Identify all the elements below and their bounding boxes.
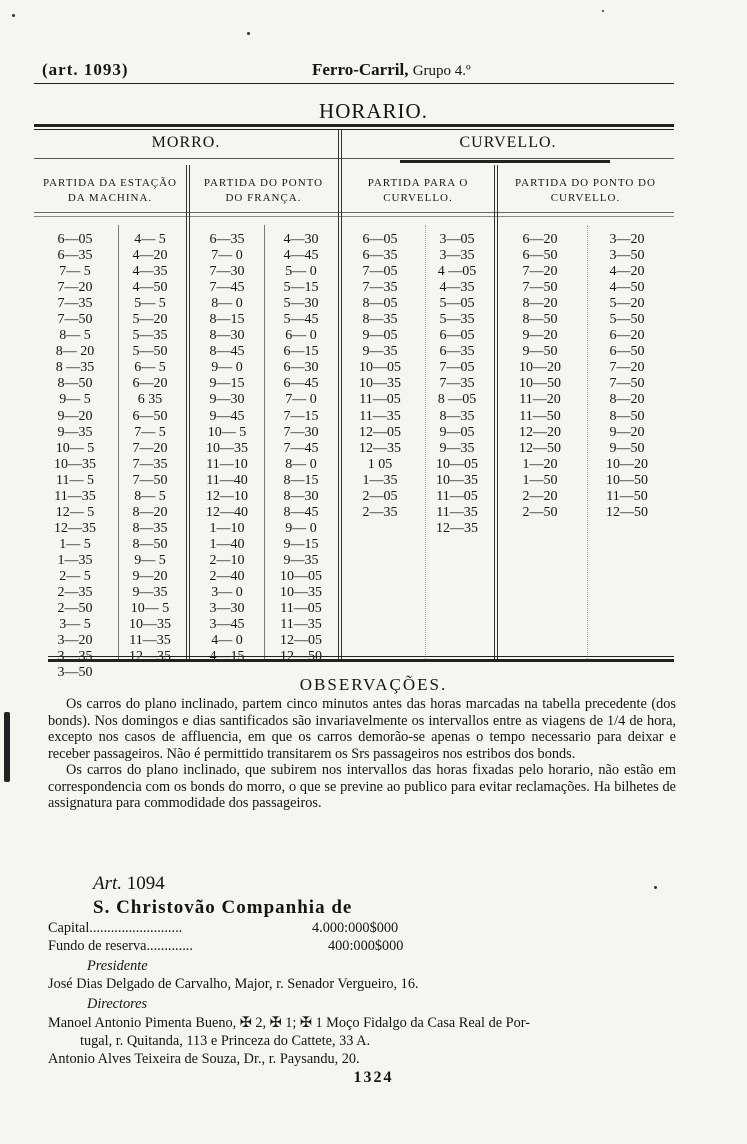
time-entry: 9—15 — [283, 536, 319, 552]
time-entry: 4— 0 — [211, 633, 243, 649]
observations-title: OBSERVAÇÕES. — [299, 675, 448, 694]
time-entry: 10— 5 — [130, 601, 170, 617]
time-entry: 12—05 — [359, 424, 401, 440]
time-entry: 8—05 — [362, 296, 398, 312]
curvello-point-header: PARTIDA DO PONTO DO CURVELLO. — [515, 177, 656, 204]
time-entry: 6—50 — [132, 408, 168, 424]
time-entry: 6—35 — [57, 248, 93, 264]
time-entry: 7—20 — [609, 360, 645, 376]
morro-section-label: MORRO. — [151, 134, 221, 151]
time-entry: 3—50 — [609, 248, 645, 264]
time-entry: 5— 0 — [285, 264, 317, 280]
time-entry: 6 35 — [137, 392, 163, 408]
article-heading: Art. 1094 — [93, 873, 165, 894]
time-entry: 11—20 — [519, 392, 561, 408]
scan-speck — [654, 886, 657, 889]
time-entry: 10—35 — [436, 472, 478, 488]
curvello-point-times-a — [505, 232, 575, 521]
time-entry: 8—35 — [439, 408, 475, 424]
time-entry: 9—35 — [362, 344, 398, 360]
time-entry: 6—35 — [439, 344, 475, 360]
time-entry: 5—20 — [609, 296, 645, 312]
time-entry: 6—50 — [609, 344, 645, 360]
time-entry: 4—45 — [283, 248, 319, 264]
time-entry: 9—20 — [57, 408, 93, 424]
time-entry: 2— 5 — [59, 568, 91, 584]
header-bottom-rule — [34, 212, 674, 213]
group-label: Grupo 4.º — [412, 63, 471, 79]
time-entry: 12—05 — [280, 633, 322, 649]
time-entry: 3—20 — [609, 232, 645, 247]
curvello-point-times-b — [592, 232, 662, 521]
time-entry: 5—30 — [283, 296, 319, 312]
time-entry: 4 —05 — [437, 264, 477, 280]
time-entry: 8—45 — [283, 504, 319, 520]
column-divider — [186, 165, 187, 659]
time-entry: 10—05 — [436, 456, 478, 472]
morro-franca-times-a — [192, 232, 262, 665]
morro-station-times-a — [40, 232, 110, 681]
time-entry: 12—35 — [54, 520, 96, 536]
director-entry-line-1: Manoel Antonio Pimenta Bueno, ✠ 2, ✠ 1; ✠ 1 Moço Fidalgo da Casa Real de Por- — [48, 1015, 530, 1031]
time-entry: 1—20 — [522, 456, 558, 472]
time-entry: 10— 5 — [55, 440, 95, 456]
time-entry: 9—50 — [609, 440, 645, 456]
time-entry: 9—20 — [609, 424, 645, 440]
director-entry-2: Antonio Alves Teixeira de Souza, Dr., r. Paysandu, 20. — [48, 1051, 360, 1067]
time-entry: 1 05 — [367, 456, 393, 472]
time-entry: 2—10 — [209, 552, 245, 568]
time-entry: 7—50 — [132, 472, 168, 488]
time-entry: 8—15 — [209, 312, 245, 328]
table-top-rule-thin — [34, 129, 674, 130]
time-entry: 3— 0 — [211, 585, 243, 601]
time-entry: 12— 5 — [55, 504, 95, 520]
time-entry: 5—35 — [439, 312, 475, 328]
time-entry: 11—35 — [359, 408, 401, 424]
time-entry: 8— 0 — [211, 296, 243, 312]
time-entry: 3—45 — [209, 617, 245, 633]
time-entry: 2—05 — [362, 488, 398, 504]
time-entry: 2—35 — [362, 504, 398, 520]
time-entry: 10—05 — [359, 360, 401, 376]
time-entry: 10—20 — [519, 360, 561, 376]
section-rule — [34, 158, 674, 159]
time-entry: 8—15 — [283, 472, 319, 488]
time-entry: 11—05 — [280, 601, 322, 617]
capital-label: Capital.......................... — [48, 920, 183, 936]
time-entry: 6—30 — [283, 360, 319, 376]
time-entry: 5—45 — [283, 312, 319, 328]
scan-speck — [247, 32, 250, 35]
time-entry: 11—50 — [519, 408, 561, 424]
time-entry: 7—50 — [522, 280, 558, 296]
time-entry: 2—50 — [57, 601, 93, 617]
morro-station-times-b — [115, 232, 185, 665]
time-entry: 7—20 — [57, 280, 93, 296]
time-entry: 1—40 — [209, 536, 245, 552]
time-entry: 8—20 — [609, 392, 645, 408]
time-entry: 7—35 — [132, 456, 168, 472]
time-entry: 3—20 — [57, 633, 93, 649]
time-entry: 6—35 — [362, 248, 398, 264]
time-entry: 8— 5 — [59, 328, 91, 344]
time-entry: 9—05 — [439, 424, 475, 440]
time-entry: 2—35 — [57, 585, 93, 601]
time-entry: 6—15 — [283, 344, 319, 360]
time-entry: 5—50 — [132, 344, 168, 360]
time-entry: 7—30 — [209, 264, 245, 280]
section-rule-accent — [400, 160, 610, 163]
time-entry: 11—05 — [359, 392, 401, 408]
time-entry: 7—50 — [57, 312, 93, 328]
time-entry: 3—35 — [439, 248, 475, 264]
time-entry: 2—40 — [209, 568, 245, 584]
time-entry: 6—50 — [522, 248, 558, 264]
time-entry: 4—30 — [283, 232, 319, 247]
table-top-rule-thick — [34, 124, 674, 127]
time-entry: 2—50 — [522, 504, 558, 520]
time-entry: 1—35 — [362, 472, 398, 488]
directors-role: Directores — [87, 996, 148, 1012]
time-entry: 4—20 — [132, 248, 168, 264]
time-entry: 5— 5 — [134, 296, 166, 312]
column-divider — [497, 165, 498, 659]
time-entry: 11—05 — [436, 488, 478, 504]
subcolumn-divider — [587, 225, 588, 659]
time-entry: 7—35 — [362, 280, 398, 296]
time-entry: 4—20 — [609, 264, 645, 280]
time-entry: 4—35 — [439, 280, 475, 296]
curvello-departure-times-b — [422, 232, 492, 537]
time-entry: 3—05 — [439, 232, 475, 247]
time-entry: 9— 5 — [134, 552, 166, 568]
morro-station-header: PARTIDA DA ESTAÇÃO DA MACHINA. — [42, 177, 177, 204]
time-entry: 6— 5 — [134, 360, 166, 376]
time-entry: 1—10 — [209, 520, 245, 536]
time-entry: 6— 0 — [285, 328, 317, 344]
time-entry: 7—15 — [283, 408, 319, 424]
time-entry: 3—50 — [57, 665, 93, 681]
time-entry: 9—20 — [132, 568, 168, 584]
time-entry: 9—30 — [209, 392, 245, 408]
time-entry: 4— 5 — [134, 232, 166, 247]
time-entry: 1—35 — [57, 552, 93, 568]
curvello-departure-header: PARTIDA PARA O CURVELLO. — [367, 177, 469, 204]
curvello-departure-times-a — [345, 232, 415, 521]
time-entry: 9—35 — [283, 552, 319, 568]
time-entry: 7—35 — [439, 376, 475, 392]
observations-paragraph-1: Os carros do plano inclinado, partem cinco minutos antes das horas marcadas na tabella precedente (dos bonds). Nos domingos e dias santificados são invariavelmente os intervallos entre as viagens de 1/4 de hora, excepto nos casos de affluencia, em que os carros demorão-se apenas o tempo necessario para deixar e receber passageiros. Não é permittido transitarem os Srs passageiros nos estribos dos bonds. — [48, 696, 676, 762]
time-entry: 8 —05 — [437, 392, 477, 408]
time-entry: 5—50 — [609, 312, 645, 328]
time-entry: 9—15 — [209, 376, 245, 392]
observations-text — [48, 696, 676, 812]
time-entry: 6—05 — [439, 328, 475, 344]
time-entry: 10—35 — [54, 456, 96, 472]
time-entry: 6—05 — [57, 232, 93, 247]
time-entry: 8—45 — [209, 344, 245, 360]
time-entry: 7—05 — [362, 264, 398, 280]
time-entry: 5—20 — [132, 312, 168, 328]
time-entry: 8—50 — [609, 408, 645, 424]
time-entry: 12—35 — [436, 520, 478, 536]
time-entry: 9—35 — [57, 424, 93, 440]
time-entry: 12—20 — [519, 424, 561, 440]
time-entry: 11—35 — [54, 488, 96, 504]
time-entry: 9—45 — [209, 408, 245, 424]
time-entry: 1—50 — [522, 472, 558, 488]
time-entry: 11—10 — [206, 456, 248, 472]
subcolumn-divider — [264, 225, 265, 659]
time-entry: 7—20 — [132, 440, 168, 456]
time-entry: 8—30 — [209, 328, 245, 344]
time-entry: 10—35 — [280, 585, 322, 601]
time-entry: 6—20 — [609, 328, 645, 344]
time-entry: 8—20 — [522, 296, 558, 312]
curvello-section-label: CURVELLO. — [459, 134, 557, 151]
capital-value: 4.000:000$000 — [312, 920, 399, 936]
time-entry: 7—05 — [439, 360, 475, 376]
time-entry — [192, 649, 262, 665]
time-entry: 7—30 — [283, 424, 319, 440]
time-entry: 11—35 — [129, 633, 171, 649]
time-entry: 5—35 — [132, 328, 168, 344]
time-entry: 6—35 — [209, 232, 245, 247]
time-entry: 12—35 — [359, 440, 401, 456]
time-entry: 7—20 — [522, 264, 558, 280]
time-entry: 9—50 — [522, 344, 558, 360]
time-entry — [115, 649, 185, 665]
scan-speck — [602, 10, 604, 12]
reserve-label: Fundo de reserva............. — [48, 938, 193, 954]
section-divider — [338, 130, 339, 659]
timetable-title: HORARIO. — [319, 99, 428, 123]
director-entry-line-2: tugal, r. Quitanda, 113 e Princeza do Cattete, 33 A. — [80, 1033, 371, 1049]
time-entry: 11— 5 — [56, 472, 94, 488]
time-entry: 10—50 — [606, 472, 648, 488]
section-header — [312, 60, 471, 80]
time-entry: 7— 5 — [59, 264, 91, 280]
time-entry: 8—50 — [132, 536, 168, 552]
time-entry: 5—05 — [439, 296, 475, 312]
time-entry: 8— 5 — [134, 488, 166, 504]
time-entry: 6—05 — [362, 232, 398, 247]
time-entry: 12—40 — [206, 504, 248, 520]
time-entry: 6—45 — [283, 376, 319, 392]
time-entry: 8—50 — [57, 376, 93, 392]
time-entry: 6—20 — [132, 376, 168, 392]
time-entry: 10—20 — [606, 456, 648, 472]
time-entry: 8—35 — [362, 312, 398, 328]
reserve-value: 400:000$000 — [328, 938, 404, 954]
page-number: 1324 — [353, 1069, 394, 1086]
time-entry: 7— 5 — [134, 424, 166, 440]
time-entry: 2—20 — [522, 488, 558, 504]
table-bottom-rule-thick — [48, 659, 674, 662]
time-entry: 8—30 — [283, 488, 319, 504]
time-entry: 12—50 — [519, 440, 561, 456]
time-entry: 1— 5 — [59, 536, 91, 552]
section-divider — [341, 130, 342, 659]
time-entry: 7—50 — [609, 376, 645, 392]
time-entry: 3—30 — [209, 601, 245, 617]
time-entry: 6—20 — [522, 232, 558, 247]
time-entry: 8— 0 — [285, 456, 317, 472]
time-entry: 11—40 — [206, 472, 248, 488]
morro-franca-header: PARTIDA DO PONTO DO FRANÇA. — [203, 177, 324, 204]
time-entry: 12—10 — [206, 488, 248, 504]
time-entry: 10—50 — [519, 376, 561, 392]
time-entry — [266, 649, 336, 665]
time-entry — [40, 649, 110, 665]
table-bottom-rule-thin — [48, 656, 674, 657]
time-entry: 9—35 — [132, 585, 168, 601]
observations-paragraph-2: Os carros do plano inclinado, que subirem nos intervallos das horas fixadas pelo horario, não estão em correspondencia com os bonds do morro, o que se previne ao publico para evitar reclamações. Ha bilhetes de assignatura para commodidade dos passageiros. — [48, 762, 676, 811]
time-entry: 7— 0 — [211, 248, 243, 264]
header-bottom-rule-2 — [34, 216, 674, 217]
president-role: Presidente — [87, 958, 148, 974]
column-divider — [189, 165, 190, 659]
article-ref-header: (art. 1093) — [42, 60, 129, 79]
header-rule — [34, 83, 674, 84]
time-entry: 8—50 — [522, 312, 558, 328]
time-entry: 9—05 — [362, 328, 398, 344]
scan-speck — [12, 14, 15, 17]
time-entry: 3— 5 — [59, 617, 91, 633]
president-entry: José Dias Delgado de Carvalho, Major, r. Senador Vergueiro, 16. — [48, 976, 419, 992]
time-entry: 4—35 — [132, 264, 168, 280]
time-entry: 10—05 — [280, 568, 322, 584]
column-divider — [494, 165, 495, 659]
time-entry: 10—35 — [129, 617, 171, 633]
company-name: S. Christovão Companhia de — [93, 897, 353, 918]
morro-franca-times-b — [266, 232, 336, 665]
time-entry: 4—50 — [609, 280, 645, 296]
section-title: Ferro-Carril, — [312, 60, 409, 79]
time-entry: 10—35 — [206, 440, 248, 456]
scan-speck — [4, 712, 10, 782]
time-entry: 8—20 — [132, 504, 168, 520]
time-entry: 9—35 — [439, 440, 475, 456]
time-entry: 11—35 — [436, 504, 478, 520]
time-entry: 7—35 — [57, 296, 93, 312]
time-entry: 9— 0 — [211, 360, 243, 376]
time-entry: 7—45 — [209, 280, 245, 296]
time-entry: 10—35 — [359, 376, 401, 392]
time-entry: 5—15 — [283, 280, 319, 296]
time-entry: 11—35 — [280, 617, 322, 633]
time-entry: 7—45 — [283, 440, 319, 456]
time-entry: 8—35 — [132, 520, 168, 536]
time-entry: 12—50 — [606, 504, 648, 520]
time-entry: 9— 5 — [59, 392, 91, 408]
time-entry: 7— 0 — [285, 392, 317, 408]
time-entry: 9— 0 — [285, 520, 317, 536]
time-entry: 10— 5 — [207, 424, 247, 440]
time-entry: 8 —35 — [55, 360, 95, 376]
time-entry: 11—50 — [606, 488, 648, 504]
time-entry: 9—20 — [522, 328, 558, 344]
time-entry: 8— 20 — [55, 344, 95, 360]
time-entry: 4—50 — [132, 280, 168, 296]
